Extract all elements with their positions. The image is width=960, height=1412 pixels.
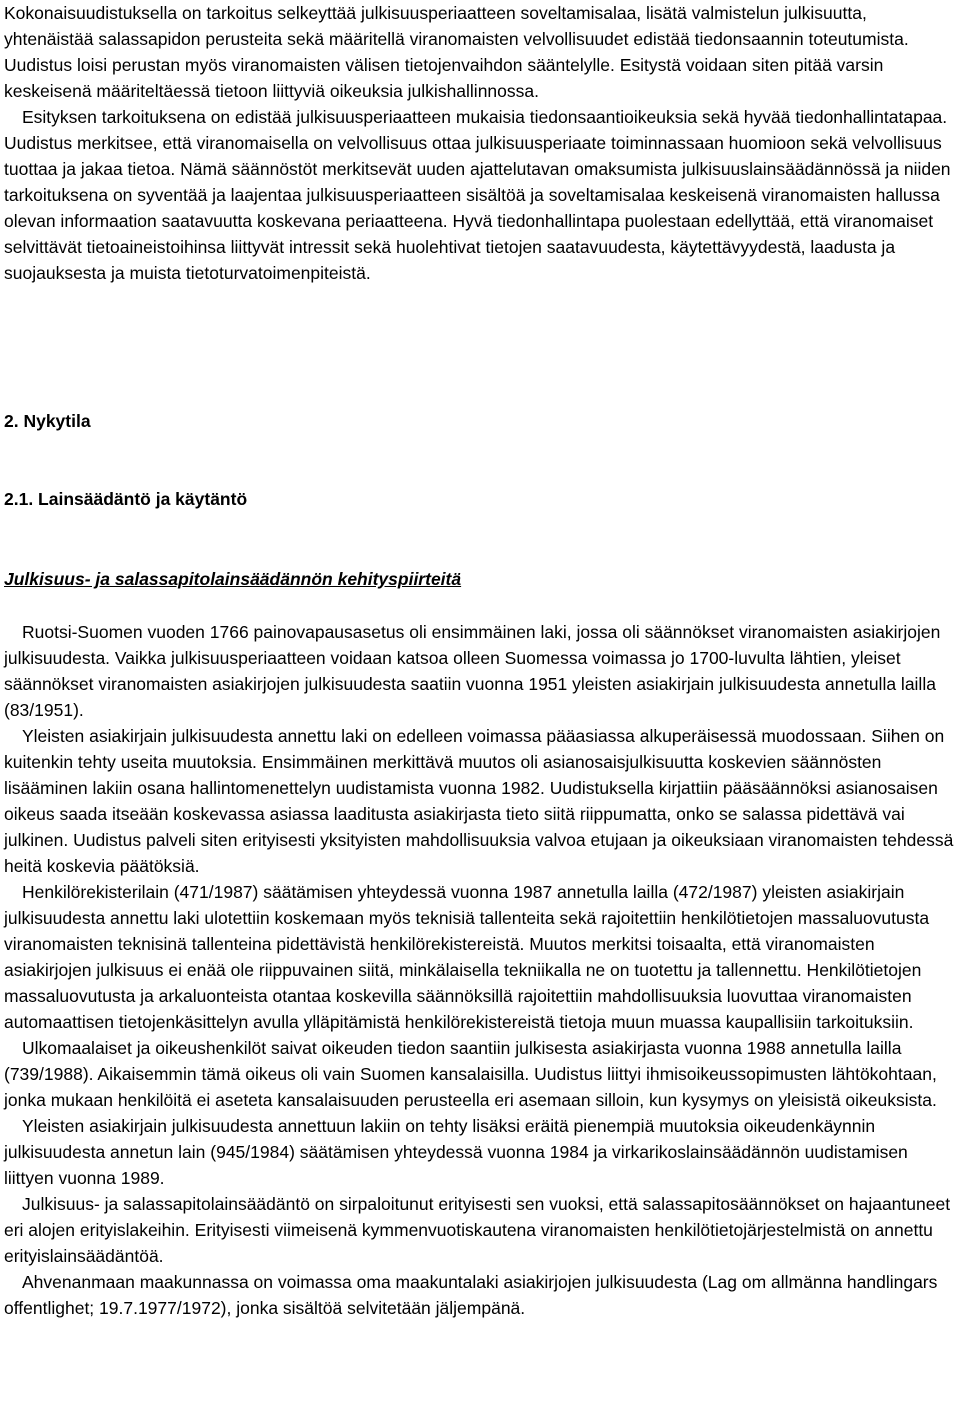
section-heading: 2. Nykytila [4,411,91,431]
intro-block [4,0,956,286]
body-block [4,619,956,1321]
body-paragraph-5: Yleisten asiakirjain julkisuudesta annettuun lakiin on tehty lisäksi eräitä pienempiä muutoksia oikeudenkäynnin julkisuudesta annetun lain (945/1984) säätämisen yhteydessä vuonna 1984 ja virkarikoslainsäädännön uudistamisen liittyen vuonna 1989. [4,1116,908,1188]
body-paragraph-4: Ulkomaalaiset ja oikeushenkilöt saivat oikeuden tiedon saantiin julkisesta asiakirjasta vuonna 1988 annetulla lailla (739/1988). Aikaisemmin tämä oikeus oli vain Suomen kansalaisilla. Uudistus liittyi ihmisoikeussopimusten lähtökohtaan, jonka mukaan henkilöitä ei aseteta kansalaisuuden perusteella eri asemaan silloin, kun kysymys on yleisistä oikeuksista. [4,1038,937,1110]
topic-heading: Julkisuus- ja salassapitolainsäädännön kehityspiirteitä [4,569,462,589]
intro-paragraph-1: Kokonaisuudistuksella on tarkoitus selkeyttää julkisuusperiaatteen soveltamisalaa, lisätä valmistelun julkisuutta, yhtenäistää salassapidon perusteita sekä määritellä viranomaisten velvollisuudet edistää tiedonsaannin toteutumista. Uudistus loisi perustan myös viranomaisten välisen tietojenvaihdon sääntelylle. Esitystä voidaan siten pitää varsin keskeisenä määriteltäessä tietoon liittyviä oikeuksia julkishallinnossa. [4,3,909,101]
body-paragraph-3: Henkilörekisterilain (471/1987) säätämisen yhteydessä vuonna 1987 annetulla lailla (472/1987) yleisten asiakirjain julkisuudesta annettu laki ulotettiin koskemaan myös teknisiä tallenteita sekä rajoitettiin henkilötietojen massaluovutusta viranomaisten teknisinä tallenteina pidettävistä henkilörekistereistä. Muutos merkitsi toisaalta, että viranomaisten asiakirjojen julkisuus ei enää ole riippuvainen siitä, minkälaisella tekniikalla ne on tuotettu ja tallennettu. Henkilötietojen massaluovutusta ja arkaluonteista otantaa koskevilla säännöksillä rajoitettiin mahdollisuuksia luovuttaa viranomaisten automaattisen tietojenkäsittelyn avulla ylläpitämistä henkilörekistereistä tietoja muun muassa kaupallisiin tarkoituksiin. [4,882,930,1032]
intro-paragraph-2: Esityksen tarkoituksena on edistää julkisuusperiaatteen mukaisia tiedonsaantioikeuksia sekä hyvää tiedonhallintatapaa. Uudistus merkitsee, että viranomaisella on velvollisuus ottaa julkisuusperiaate toiminnassaan huomioon sekä velvollisuus tuottaa ja jakaa tietoa. Nämä säännöstöt merkitsevät uuden ajattelutavan omaksumista julkisuuslainsäädännössä ja niiden tarkoituksena on syventää ja laajentaa julkisuusperiaatteen sisältöä ja soveltamisalaa keskeisenä viranomaisten hallussa olevan informaation saatavuutta koskevana periaatteena. Hyvä tiedonhallintapa puolestaan edellyttää, että viranomaiset selvittävät tietoaineistoihinsa liittyvät intressit sekä huolehtivat tietojen saatavuudesta, käytettävyydestä, laadusta ja suojauksesta ja muista tietoturvatoimenpiteistä. [4,107,951,283]
body-paragraph-2: Yleisten asiakirjain julkisuudesta annettu laki on edelleen voimassa pääasiassa alkuperäisessä muodossaan. Siihen on kuitenkin tehty useita muutoksia. Ensimmäinen merkittävä muutos oli asianosaisjulkisuutta koskevien säännösten lisääminen lakiin osana hallintomenettelyn uudistamista vuonna 1982. Uudistuksella kirjattiin pääsäännöksi asianosaisen oikeus saada itseään koskevassa asiassa laaditusta asiakirjasta tieto siitä riippumatta, onko se salassa pidettävä vai julkinen. Uudistus palveli siten erityisesti yksityisten mahdollisuuksia valvoa etujaan ja oikeuksiaan viranomaisten tehdessä heitä koskevia päätöksiä. [4,726,954,876]
subsection-heading: 2.1. Lainsäädäntö ja käytäntö [4,489,248,509]
body-paragraph-7: Ahvenanmaan maakunnassa on voimassa oma maakuntalaki asiakirjojen julkisuudesta (Lag om allmänna handlingars offentlighet; 19.7.1977/1972), jonka sisältöä selvitetään jäljempänä. [4,1272,938,1318]
body-paragraph-6: Julkisuus- ja salassapitolainsäädäntö on sirpaloitunut erityisesti sen vuoksi, että salassapitosäännökset on hajaantuneet eri alojen erityislakeihin. Erityisesti viimeisenä kymmenvuotiskautena viranomaisten henkilötietojärjestelmistä on annettu erityislainsäädäntöä. [4,1194,951,1266]
body-paragraph-1: Ruotsi-Suomen vuoden 1766 painovapausasetus oli ensimmäinen laki, jossa oli säännökset viranomaisten asiakirjojen julkisuudesta. Vaikka julkisuusperiaatteen voidaan katsoa olleen Suomessa voimassa jo 1700-luvulta lähtien, yleiset säännökset viranomaisten asiakirjojen julkisuudesta saatiin vuonna 1951 yleisten asiakirjain julkisuudesta annetulla lailla (83/1951). [4,622,941,720]
